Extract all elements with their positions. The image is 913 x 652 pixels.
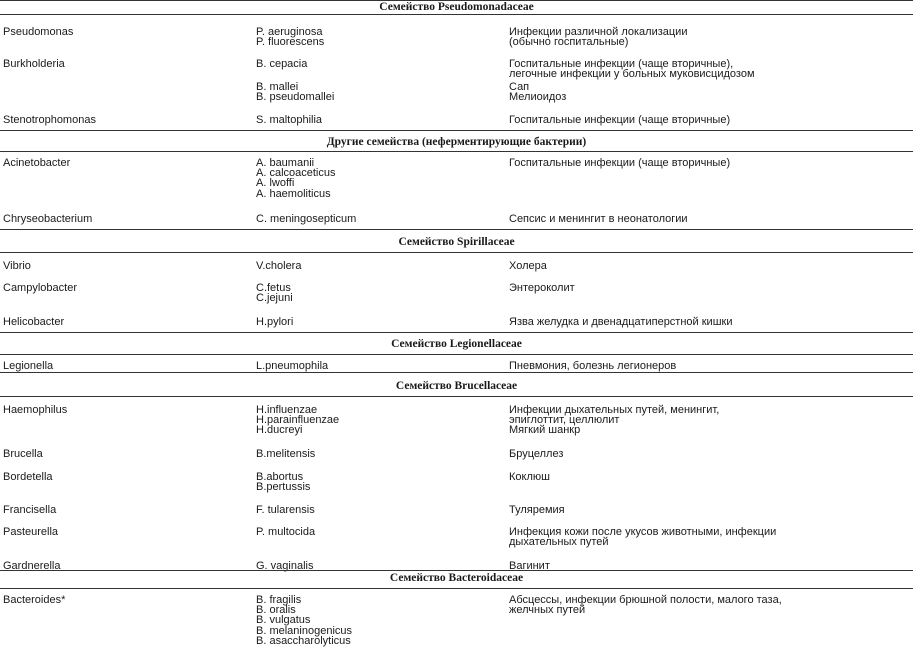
disease-cell (509, 261, 547, 271)
section-rule-top (0, 570, 913, 571)
species-text: B. vulgatus (256, 614, 311, 627)
species-text: B. asaccharolyticus (256, 634, 351, 647)
species-text: S. maltophilia (256, 114, 323, 126)
section-rule-bottom (0, 354, 913, 355)
disease-cell (509, 82, 566, 102)
section-title: Семейство Legionellaceae (391, 338, 522, 350)
section-rule-bottom (0, 252, 913, 253)
species-cell (256, 472, 310, 492)
species-text: H.pylori (256, 316, 294, 328)
species-cell (256, 527, 315, 537)
genus-cell (3, 59, 65, 69)
disease-cell (509, 472, 550, 482)
genus-text: Vibrio (3, 260, 31, 272)
genus-cell (3, 27, 73, 37)
species-cell (256, 283, 293, 303)
species-text: B. pseudomallei (256, 91, 335, 104)
genus-text: Gardnerella (3, 560, 61, 572)
species-text: P. fluorescens (256, 36, 325, 49)
disease-cell (509, 505, 565, 515)
genus-cell (3, 595, 65, 605)
section-rule-top (0, 130, 913, 131)
disease-cell (509, 595, 782, 615)
species-cell (256, 82, 334, 102)
section-title: Другие семейства (неферментирующие бактерии) (326, 136, 587, 148)
section-title: Семейство Pseudomonadaceae (379, 1, 534, 13)
species-text: B.pertussis (256, 481, 311, 494)
species-cell (256, 115, 322, 125)
genus-cell (3, 115, 96, 125)
species-text: A. baumanii (256, 157, 315, 169)
species-text: G. vaginalis (256, 560, 314, 572)
species-text: H.parainfluenzae (256, 414, 340, 427)
genus-cell (3, 449, 43, 459)
genus-text: Pseudomonas (3, 26, 74, 38)
species-text: B. melaninogenicus (256, 624, 353, 637)
section-title: Семейство Brucellaceae (395, 380, 518, 392)
disease-cell (509, 405, 719, 436)
disease-text: Инфекции различной локализации (509, 26, 688, 38)
disease-text: Мягкий шанкр (509, 424, 581, 437)
species-cell (256, 449, 315, 459)
disease-text: Госпитальные инфекции (чаще вторичные) (509, 157, 731, 169)
disease-text: Инфекция кожи после укусов животными, инфекции (509, 526, 777, 538)
disease-text: Сап (509, 81, 530, 93)
section-rule-bottom (0, 151, 913, 152)
genus-cell (3, 472, 53, 482)
species-text: C.jejuni (256, 292, 293, 305)
disease-cell (509, 317, 732, 327)
species-text: A. calcoaceticus (256, 167, 336, 180)
species-text: L.pneumophila (256, 360, 329, 372)
species-text: A. lwoffi (256, 177, 295, 190)
section-rule-bottom (0, 588, 913, 589)
disease-cell (509, 158, 730, 168)
genus-text: Legionella (3, 360, 54, 372)
genus-cell (3, 261, 31, 271)
species-cell (256, 505, 315, 515)
disease-text: Бруцеллез (509, 448, 564, 460)
genus-text: Bordetella (3, 471, 53, 483)
genus-text: Helicobacter (3, 316, 65, 328)
section-title: Семейство Bacteroidaceae (389, 572, 524, 584)
genus-cell (3, 505, 56, 515)
disease-text: Инфекции дыхательных путей, менингит, (509, 404, 720, 416)
disease-text: Абсцессы, инфекции брюшной полости, малого таза, (509, 594, 782, 606)
disease-text: Вагинит (509, 560, 550, 572)
disease-cell (509, 115, 730, 125)
species-text: P. multocida (256, 526, 316, 538)
genus-cell (3, 527, 58, 537)
species-text: H.influenzae (256, 404, 318, 416)
species-cell (256, 158, 335, 199)
disease-cell (509, 449, 563, 459)
genus-cell (3, 317, 64, 327)
species-cell (256, 317, 293, 327)
genus-cell (3, 283, 77, 293)
disease-text: Туляремия (509, 504, 565, 516)
section-rule-bottom (0, 14, 913, 15)
disease-cell (509, 59, 755, 79)
genus-text: Haemophilus (3, 404, 68, 416)
species-text: C.fetus (256, 282, 291, 294)
disease-text: легочные инфекции у больных муковисцидозом (509, 68, 755, 81)
species-cell (256, 261, 301, 271)
genus-text: Francisella (3, 504, 57, 516)
disease-text: Коклюш (509, 471, 550, 483)
species-text: H.ducreyi (256, 424, 303, 437)
genus-text: Burkholderia (3, 58, 65, 70)
disease-text: Сепсис и менингит в неонатологии (509, 213, 688, 225)
genus-text: Bacteroides* (3, 594, 66, 606)
species-cell (256, 214, 356, 224)
disease-text: Холера (509, 260, 547, 272)
disease-text: дыхательных путей (509, 536, 609, 549)
species-cell (256, 405, 339, 436)
disease-cell (509, 361, 676, 371)
genus-text: Chryseobacterium (3, 213, 93, 225)
genus-text: Campylobacter (3, 282, 77, 294)
disease-text: эпиглоттит, целлюлит (509, 414, 620, 427)
genus-text: Brucella (3, 448, 43, 460)
disease-cell (509, 27, 687, 47)
species-text: B. fragilis (256, 594, 302, 606)
species-text: F. tularensis (256, 504, 315, 516)
section-rule-top (0, 332, 913, 333)
species-cell (256, 361, 328, 371)
species-text: P. aeruginosa (256, 26, 323, 38)
genus-text: Stenotrophomonas (3, 114, 96, 126)
disease-text: Госпитальные инфекции (чаще вторичные) (509, 114, 731, 126)
genus-cell (3, 361, 53, 371)
genus-text: Acinetobacter (3, 157, 71, 169)
section-title: Семейство Spirillaceae (398, 236, 515, 248)
species-cell (256, 27, 324, 47)
species-cell (256, 595, 352, 646)
species-text: B.abortus (256, 471, 304, 483)
disease-text: Пневмония, болезнь легионеров (509, 360, 677, 372)
species-cell (256, 59, 307, 69)
disease-text: Энтероколит (509, 282, 575, 294)
disease-cell (509, 214, 688, 224)
species-text: C. meningosepticum (256, 213, 357, 225)
disease-cell (509, 527, 776, 547)
disease-text: Госпитальные инфекции (чаще вторичные), (509, 58, 734, 70)
species-text: B. mallei (256, 81, 299, 93)
genus-cell (3, 214, 92, 224)
genus-text: Pasteurella (3, 526, 59, 538)
genus-cell (3, 405, 67, 415)
genus-cell (3, 158, 70, 168)
species-text: V.cholera (256, 260, 302, 272)
species-text: B. oralis (256, 604, 296, 617)
disease-text: Мелиоидоз (509, 91, 567, 104)
section-rule-bottom (0, 396, 913, 397)
disease-text: желчных путей (509, 604, 586, 617)
section-rule-top (0, 372, 913, 373)
section-rule-top (0, 229, 913, 230)
disease-cell (509, 283, 575, 293)
species-text: B.melitensis (256, 448, 316, 460)
species-text: A. haemoliticus (256, 187, 331, 200)
disease-text: Язва желудка и двенадцатиперстной кишки (509, 316, 733, 328)
disease-text: (обычно госпитальные) (509, 36, 629, 49)
species-text: B. cepacia (256, 58, 308, 70)
